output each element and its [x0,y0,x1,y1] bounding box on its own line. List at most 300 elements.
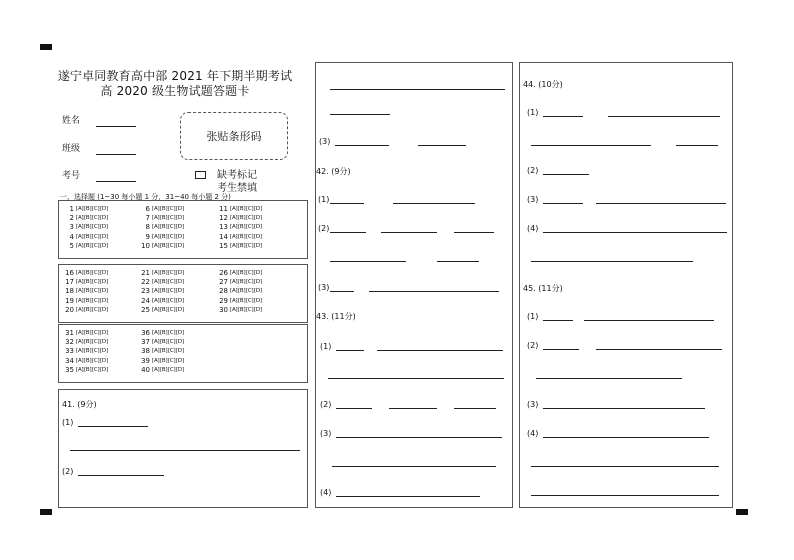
answer-option-bubble[interactable]: [B] [159,348,168,355]
q40-answer-line-b[interactable] [330,114,390,115]
answer-option-bubble[interactable]: [C] [91,279,100,286]
q43-part2-label: (2) [320,400,332,409]
answer-option-bubble[interactable]: [D] [175,348,184,355]
q42-part2-answer-c[interactable] [454,232,494,233]
q44-part1-answer-c[interactable] [531,145,651,146]
choice-question-row [136,287,184,296]
answer-option-bubble[interactable]: [C] [91,357,100,364]
answer-option-bubble[interactable]: [A] [152,306,160,313]
answer-option-bubble[interactable]: [C] [91,297,100,304]
choice-question-row [136,205,184,214]
choice-question-row [136,278,184,287]
exam-title: 遂宁卓同教育高中部 2021 年下期半期考试 [57,69,293,83]
answer-option-bubble[interactable]: [A] [152,233,160,240]
question-number: 6 [145,205,150,213]
answer-option-bubble[interactable]: [C] [167,233,176,240]
q42-part1-answer-a[interactable] [330,203,364,204]
answer-option-bubble[interactable]: [A] [76,348,84,355]
q41-part1-answer-line2[interactable] [70,450,300,451]
q44-part4-answer-b[interactable] [531,261,693,262]
question-number: 14 [219,232,228,241]
q45-part3-answer[interactable] [543,408,705,409]
answer-option-bubble[interactable]: [D] [175,206,184,212]
question-number: 32 [65,338,74,347]
answer-option-bubble[interactable]: [B] [159,288,168,295]
q42-part2-answer-d[interactable] [330,261,406,262]
question-number: 29 [219,296,228,305]
answer-option-bubble[interactable]: [A] [152,270,160,276]
q44-part1-answer-b[interactable] [608,116,720,117]
answer-option-bubble[interactable]: [C] [167,366,176,373]
answer-option-bubble[interactable]: [B] [83,357,92,364]
choice-question-row [136,306,184,315]
question-number: 36 [141,329,150,337]
answer-option-bubble[interactable]: [D] [253,288,262,295]
choice-question-row [136,297,184,306]
answer-option-bubble[interactable]: [A] [230,270,238,276]
answer-option-bubble[interactable]: [A] [76,306,84,313]
q45-part1-answer-a[interactable] [543,320,573,321]
q44-part3-answer-b[interactable] [596,203,726,204]
choice-question-row [60,329,108,338]
answer-option-bubble[interactable]: [A] [76,357,84,364]
answer-option-bubble[interactable]: [B] [159,297,168,304]
answer-option-bubble[interactable]: [D] [99,279,108,286]
question-number: 11 [219,205,228,213]
answer-option-bubble[interactable]: [B] [83,279,92,286]
answer-option-bubble[interactable]: [A] [152,242,160,249]
q42-part1-label: (1) [318,195,330,204]
answer-option-bubble[interactable]: [D] [99,330,108,336]
answer-option-bubble[interactable]: [C] [245,215,254,222]
answer-option-bubble[interactable]: [C] [167,242,176,249]
choice-question-row [60,347,108,356]
choice-question-row [136,329,184,338]
q43-part4-answer[interactable] [336,496,480,497]
answer-option-bubble[interactable]: [B] [83,224,92,231]
question-number: 19 [65,296,74,305]
q40-part3-answer-b[interactable] [418,145,466,146]
question-number: 15 [219,241,228,250]
q43-part1-answer-b[interactable] [377,350,503,351]
answer-option-bubble[interactable]: [B] [237,270,246,276]
question-number: 13 [219,223,228,232]
answer-option-bubble[interactable]: [C] [91,348,100,355]
answer-option-bubble[interactable]: [A] [76,270,84,276]
answer-option-bubble[interactable]: [A] [76,297,84,304]
q43-part1-answer-a[interactable] [336,350,364,351]
answer-option-bubble[interactable]: [B] [83,339,92,346]
answer-option-bubble[interactable]: [C] [91,215,100,222]
q42-part2-answer-b[interactable] [381,232,437,233]
q44-part4-label: (4) [527,224,539,233]
q42-part3-answer-b[interactable] [369,291,499,292]
answer-option-bubble[interactable]: [C] [167,339,176,346]
answer-option-bubble[interactable]: [A] [230,242,238,249]
answer-option-bubble[interactable]: [B] [159,366,168,373]
answer-option-bubble[interactable]: [D] [99,288,108,295]
answer-option-bubble[interactable]: [A] [152,215,160,222]
answer-option-bubble[interactable]: [B] [83,270,92,276]
question-number: 17 [65,278,74,287]
answer-option-bubble[interactable]: [A] [230,224,238,231]
question-number: 3 [69,223,74,232]
choice-question-row [136,338,184,347]
q43-part2-answer-a[interactable] [336,408,372,409]
answer-option-bubble[interactable]: [D] [175,306,184,313]
question-number: 40 [141,365,150,374]
answer-option-bubble[interactable]: [B] [237,279,246,286]
answer-option-bubble[interactable]: [A] [152,279,160,286]
q45-part3-label: (3) [527,400,539,409]
question-number: 37 [141,338,150,347]
answer-option-bubble[interactable]: [B] [159,270,168,276]
answer-option-bubble[interactable]: [D] [253,270,262,276]
choice-question-row [136,242,184,251]
answer-option-bubble[interactable]: [B] [237,224,246,231]
answer-option-bubble[interactable]: [D] [99,366,108,373]
answer-option-bubble[interactable]: [C] [167,270,176,276]
choice-question-row [60,287,108,296]
choice-question-row [214,287,262,296]
name-field[interactable] [96,126,136,127]
answer-option-bubble[interactable]: [C] [245,288,254,295]
choice-question-row [214,214,262,223]
q42-part2-label: (2) [318,224,330,233]
barcode-label: 张贴条形码 [206,130,262,143]
answer-option-bubble[interactable]: [D] [99,357,108,364]
answer-option-bubble[interactable]: [B] [159,357,168,364]
registration-mark-bottom-right [736,509,748,515]
q45-part2-answer-c[interactable] [536,378,682,379]
answer-option-bubble[interactable]: [A] [76,279,84,286]
answer-option-bubble[interactable]: [A] [230,288,238,295]
answer-option-bubble[interactable]: [C] [245,242,254,249]
answer-option-bubble[interactable]: [B] [83,306,92,313]
question-number: 18 [65,287,74,296]
choice-question-row [136,214,184,223]
choice-question-row [60,338,108,347]
answer-option-bubble[interactable]: [D] [175,330,184,336]
answer-option-bubble[interactable]: [A] [152,348,160,355]
question-42-title: 42. (9分) [316,167,351,176]
choice-question-row [136,347,184,356]
answer-option-bubble[interactable]: [D] [175,224,184,231]
answer-option-bubble[interactable]: [A] [230,279,238,286]
answer-option-bubble[interactable]: [D] [175,270,184,276]
answer-option-bubble[interactable]: [D] [99,206,108,212]
answer-option-bubble[interactable]: [C] [91,270,100,276]
answer-option-bubble[interactable]: [B] [83,233,92,240]
answer-option-bubble[interactable]: [D] [99,224,108,231]
answer-option-bubble[interactable]: [A] [230,233,238,240]
q44-part2-label: (2) [527,166,539,175]
answer-option-bubble[interactable]: [B] [159,233,168,240]
answer-option-bubble[interactable]: [C] [167,224,176,231]
answer-option-bubble[interactable]: [B] [159,339,168,346]
q44-part1-answer-a[interactable] [543,116,583,117]
question-number: 22 [141,278,150,287]
answer-option-bubble[interactable]: [B] [159,215,168,222]
answer-option-bubble[interactable]: [C] [167,306,176,313]
question-number: 5 [69,241,74,250]
question-number: 12 [219,214,228,223]
answer-option-bubble[interactable]: [D] [99,233,108,240]
answer-option-bubble[interactable]: [C] [245,206,254,212]
choice-question-row [214,297,262,306]
q44-part4-answer-a[interactable] [543,232,727,233]
answer-option-bubble[interactable]: [D] [175,357,184,364]
answer-option-bubble[interactable]: [B] [159,306,168,313]
middle-answer-panel [315,62,513,508]
q44-part2-answer[interactable] [543,174,589,175]
q43-part3-answer-b[interactable] [332,466,496,467]
answer-option-bubble[interactable]: [A] [230,297,238,304]
choice-question-row [60,233,108,242]
choice-question-row [136,233,184,242]
question-number: 20 [65,305,74,314]
question-number: 39 [141,356,150,365]
choice-question-row [214,269,262,278]
answer-option-bubble[interactable]: [B] [83,288,92,295]
q41-part1-answer[interactable] [78,426,148,427]
q42-part2-answer-e[interactable] [437,261,479,262]
answer-option-bubble[interactable]: [C] [91,306,100,313]
barcode-area [180,112,288,160]
q45-part2-answer-a[interactable] [543,349,579,350]
question-number: 34 [65,356,74,365]
answer-option-bubble[interactable]: [C] [91,242,100,249]
answer-option-bubble[interactable]: [C] [167,215,176,222]
answer-option-bubble[interactable]: [A] [152,330,160,336]
answer-option-bubble[interactable]: [D] [99,339,108,346]
answer-option-bubble[interactable]: [A] [76,288,84,295]
answer-option-bubble[interactable]: [D] [253,297,262,304]
q43-part1-answer-c[interactable] [328,378,504,379]
choice-question-row [60,366,108,375]
answer-option-bubble[interactable]: [A] [76,224,84,231]
choice-question-row [60,214,108,223]
q40-answer-line-a[interactable] [330,89,505,90]
q45-part4-answer-a[interactable] [543,437,709,438]
answer-option-bubble[interactable]: [B] [237,306,246,313]
registration-mark-top-left [40,44,52,50]
answer-option-bubble[interactable]: [B] [237,233,246,240]
answer-option-bubble[interactable]: [C] [91,233,100,240]
q42-part1-answer-b[interactable] [393,203,475,204]
answer-option-bubble[interactable]: [A] [152,206,160,212]
answer-option-bubble[interactable]: [B] [83,206,92,212]
exam-number-field[interactable] [96,181,136,182]
answer-option-bubble[interactable]: [D] [253,215,262,222]
question-number: 4 [69,232,74,241]
answer-option-bubble[interactable]: [C] [245,306,254,313]
answer-option-bubble[interactable]: [A] [76,339,84,346]
answer-option-bubble[interactable]: [D] [175,297,184,304]
answer-option-bubble[interactable]: [D] [175,242,184,249]
answer-option-bubble[interactable]: [B] [83,330,92,336]
answer-option-bubble[interactable]: [D] [99,297,108,304]
answer-option-bubble[interactable]: [C] [91,366,100,373]
question-number: 30 [219,305,228,314]
question-number: 38 [141,347,150,356]
answer-option-bubble[interactable]: [B] [237,206,246,212]
answer-option-bubble[interactable]: [A] [76,366,84,373]
q45-part1-label: (1) [527,312,539,321]
answer-option-bubble[interactable]: [A] [152,297,160,304]
q45-part2-label: (2) [527,341,539,350]
q44-part1-answer-d[interactable] [676,145,718,146]
answer-option-bubble[interactable]: [A] [76,206,84,212]
answer-option-bubble[interactable]: [A] [76,242,84,249]
choice-question-row [60,223,108,232]
answer-option-bubble[interactable]: [C] [245,233,254,240]
answer-option-bubble[interactable]: [A] [230,206,238,212]
answer-option-bubble[interactable]: [A] [152,339,160,346]
q45-part2-answer-b[interactable] [596,349,722,350]
answer-option-bubble[interactable]: [A] [76,330,84,336]
answer-option-bubble[interactable]: [C] [167,288,176,295]
answer-option-bubble[interactable]: [D] [175,339,184,346]
choice-question-row [60,357,108,366]
answer-option-bubble[interactable]: [C] [91,224,100,231]
choice-question-row [214,278,262,287]
answer-option-bubble[interactable]: [B] [159,242,168,249]
choice-question-row [60,278,108,287]
q42-part3-label: (3) [318,283,330,292]
answer-option-bubble[interactable]: [D] [99,215,108,222]
answer-option-bubble[interactable]: [D] [253,233,262,240]
q45-part4-answer-b[interactable] [531,466,719,467]
answer-option-bubble[interactable]: [A] [152,224,160,231]
q43-part3-answer-a[interactable] [336,437,502,438]
answer-option-bubble[interactable]: [D] [175,233,184,240]
q44-part3-answer-a[interactable] [543,203,583,204]
answer-option-bubble[interactable]: [B] [159,224,168,231]
q40-part3-answer-a[interactable] [335,145,389,146]
answer-option-bubble[interactable]: [C] [91,206,100,212]
question-number: 35 [65,365,74,374]
question-number: 21 [141,269,150,277]
question-number: 26 [219,269,228,277]
answer-option-bubble[interactable]: [B] [159,279,168,286]
answer-option-bubble[interactable]: [B] [83,348,92,355]
q41-part2-answer[interactable] [78,475,164,476]
question-44-title: 44. (10分) [523,80,563,89]
answer-option-bubble[interactable]: [A] [152,288,160,295]
answer-option-bubble[interactable]: [B] [237,297,246,304]
absent-mark-note: 考生禁填 [217,183,257,194]
answer-option-bubble[interactable]: [C] [91,330,100,336]
answer-option-bubble[interactable]: [D] [99,242,108,249]
answer-option-bubble[interactable]: [D] [253,242,262,249]
answer-option-bubble[interactable]: [C] [91,339,100,346]
q45-part4-label: (4) [527,429,539,438]
answer-option-bubble[interactable]: [D] [175,288,184,295]
answer-option-bubble[interactable]: [C] [167,279,176,286]
exam-number-label: 考号 [62,171,81,181]
question-number: 31 [65,329,74,337]
answer-option-bubble[interactable]: [B] [159,206,168,212]
answer-option-bubble[interactable]: [D] [253,279,262,286]
answer-option-bubble[interactable]: [B] [83,215,92,222]
answer-option-bubble[interactable]: [D] [175,279,184,286]
answer-option-bubble[interactable]: [D] [99,348,108,355]
q41-part1-label: (1) [62,418,74,427]
answer-option-bubble[interactable]: [B] [237,242,246,249]
answer-option-bubble[interactable]: [C] [91,288,100,295]
answer-option-bubble[interactable]: [D] [253,206,262,212]
answer-option-bubble[interactable]: [B] [159,330,168,336]
answer-option-bubble[interactable]: [D] [99,306,108,313]
question-number: 7 [145,214,150,223]
answer-option-bubble[interactable]: [D] [253,224,262,231]
q42-part2-answer-a[interactable] [330,232,366,233]
choice-question-row [214,242,262,251]
q44-part1-label: (1) [527,108,539,117]
q43-part2-answer-c[interactable] [454,408,496,409]
answer-option-bubble[interactable]: [C] [167,357,176,364]
name-label: 姓名 [62,116,81,126]
question-number: 23 [141,287,150,296]
class-field[interactable] [96,154,136,155]
answer-option-bubble[interactable]: [B] [237,215,246,222]
choice-question-row [60,242,108,251]
answer-option-bubble[interactable]: [A] [152,366,160,373]
answer-option-bubble[interactable]: [C] [167,297,176,304]
choice-question-row [60,306,108,315]
answer-option-bubble[interactable]: [C] [245,279,254,286]
q43-part4-label: (4) [320,488,332,497]
answer-option-bubble[interactable]: [A] [76,233,84,240]
q42-part3-answer-a[interactable] [330,291,354,292]
answer-option-bubble[interactable]: [A] [76,215,84,222]
answer-option-bubble[interactable]: [A] [230,306,238,313]
answer-option-bubble[interactable]: [B] [237,288,246,295]
section-title-multiple-choice: 一、选择题 (1~30 每小题 1 分，31~40 每小题 2 分) [60,193,231,201]
choice-question-row [214,223,262,232]
answer-option-bubble[interactable]: [D] [99,270,108,276]
answer-option-bubble[interactable]: [C] [245,270,254,276]
absent-mark-checkbox[interactable] [195,171,206,179]
answer-option-bubble[interactable]: [D] [253,306,262,313]
answer-option-bubble[interactable]: [B] [83,242,92,249]
q41-part2-label: (2) [62,467,74,476]
answer-option-bubble[interactable]: [C] [167,348,176,355]
answer-option-bubble[interactable]: [B] [83,297,92,304]
answer-option-bubble[interactable]: [A] [152,357,160,364]
question-number: 9 [145,232,150,241]
question-number: 8 [145,223,150,232]
choice-question-row [60,269,108,278]
q43-part2-answer-b[interactable] [389,408,437,409]
answer-option-bubble[interactable]: [D] [175,215,184,222]
answer-option-bubble[interactable]: [C] [245,297,254,304]
q44-part3-label: (3) [527,195,539,204]
q45-part1-answer-b[interactable] [584,320,714,321]
answer-option-bubble[interactable]: [C] [245,224,254,231]
question-number: 27 [219,278,228,287]
choice-question-row [214,205,262,214]
choice-question-row [136,269,184,278]
answer-option-bubble[interactable]: [C] [167,330,176,336]
answer-option-bubble[interactable]: [D] [175,366,184,373]
answer-option-bubble[interactable]: [A] [230,215,238,222]
answer-option-bubble[interactable]: [C] [167,206,176,212]
registration-mark-bottom-left [40,509,52,515]
q45-part4-answer-c[interactable] [531,495,719,496]
answer-option-bubble[interactable]: [B] [83,366,92,373]
